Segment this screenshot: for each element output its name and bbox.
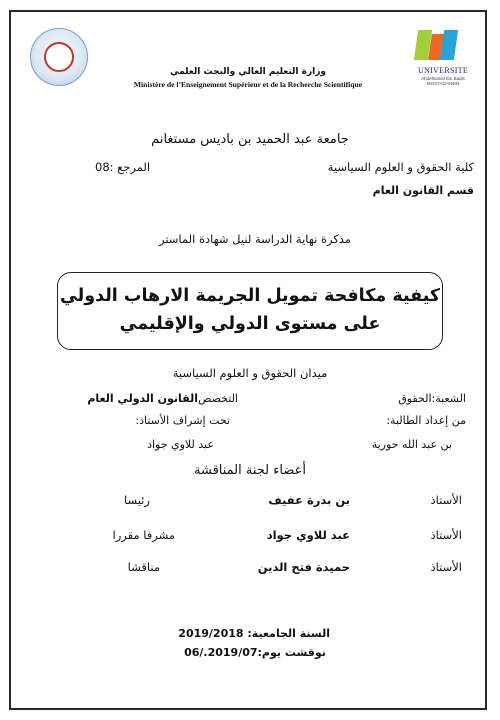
committee-role-3: مناقشا [127, 560, 160, 574]
committee-title-2: الأستاذ [430, 528, 462, 542]
thesis-title-box [57, 272, 443, 350]
logo-subtitle: Abdelhamid Ibn Badis MOSTAGANEM [421, 76, 465, 86]
committee-title-1: الأستاذ [430, 493, 462, 507]
university-name: جامعة عبد الحميد بن باديس مستغانم [151, 132, 349, 147]
ministry-french: Ministère de l’Enseignement Supérieur et de la Recherche Scientifique [133, 80, 363, 89]
thesis-title-line-1: كيفية مكافحة تمويل الجريمة الارهاب الدولي [59, 286, 441, 306]
committee-title-3: الأستاذ [430, 560, 462, 574]
supervisor-label: تحت إشراف الأستاذ: [135, 414, 230, 427]
discussion-date: نوقشت يوم:2019/07./06 [184, 646, 326, 659]
university-seal-icon [30, 28, 88, 86]
committee-title: أعضاء لجنة المناقشة [194, 463, 306, 478]
academic-year: السنة الجامعية: 2019/2018 [178, 627, 330, 640]
field-line: ميدان الحقوق و العلوم السياسية [172, 366, 328, 380]
reference-number: المرجع :08 [95, 160, 151, 174]
branch-label: الشعبة:الحقوق [398, 392, 466, 405]
department-name: قسم القانون العام [372, 184, 474, 197]
supervisor-name: عبد للاوي جواد [147, 438, 214, 451]
thesis-title-line-2: على مستوى الدولي والإقليمي [119, 314, 381, 334]
committee-name-2: عبد للاوي جواد [266, 528, 350, 542]
memo-line: مذكرة نهاية الدراسة لنيل شهادة الماستر [158, 232, 352, 246]
committee-role-2: مشرفا مقررا [112, 528, 175, 542]
ministry-arabic: وزارة التعليم العالي والبحث العلمي [169, 67, 327, 77]
specialty-value: القانون الدولي العام [87, 392, 198, 405]
prepared-by-label: من إعداد الطالبة: [386, 414, 466, 427]
logo-word: UNIVERSITE [417, 66, 469, 75]
page-border [9, 10, 487, 710]
committee-role-1: رئيسا [124, 493, 150, 507]
committee-name-1: بن بدرة عفيف [268, 493, 350, 507]
faculty-name: كلية الحقوق و العلوم السياسية [327, 160, 474, 174]
specialty-label: التخصص: [194, 392, 238, 405]
um-logo-icon [408, 26, 478, 96]
student-name: بن عبد الله حورية [371, 438, 452, 451]
committee-name-3: حميدة فتح الدين [257, 560, 350, 574]
